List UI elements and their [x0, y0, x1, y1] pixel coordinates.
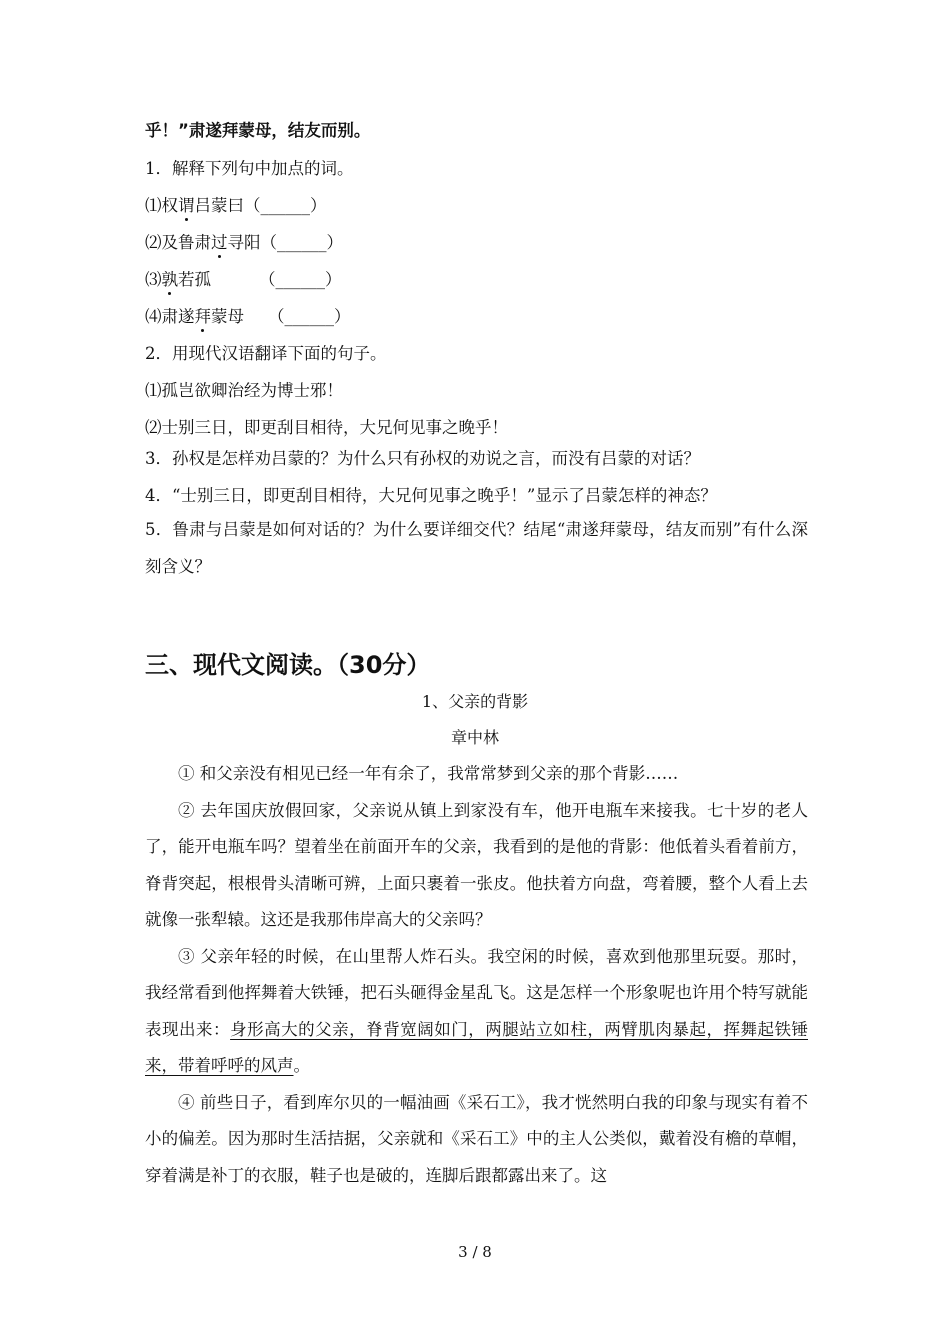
paragraph-3-text: ③ 父亲年轻的时候，在山里帮人炸石头。我空闲的时候，喜欢到他那里玩耍。那时，我经常看到他挥舞着大铁锤，把石头砸得金星乱飞。这是怎样一个形象呢也许用个特写就能表现出来：	[145, 946, 808, 1039]
q2-sentence-1: ⑴孤岂欲卿治经为博士邪！	[145, 381, 343, 400]
paragraph-3	[145, 939, 808, 1085]
question-4: 4．“士别三日，即更刮目相待，大兄何见事之晚乎！”显示了吕蒙怎样的神态？	[145, 486, 717, 505]
q1-item-4	[145, 305, 351, 329]
question-1-title: 1．解释下列句中加点的词。	[145, 159, 354, 178]
question-5-text: 5．鲁肃与吕蒙是如何对话的？为什么要详细交代？结尾“肃遂拜蒙母，结友而别”有什么深刻含义？	[145, 520, 808, 576]
q1-item-1-blank[interactable]: （______）	[244, 196, 327, 215]
q1-item-3-post: 若孤	[178, 270, 211, 289]
paragraph-1: ① 和父亲没有相见已经一年有余了，我常常梦到父亲的那个背影……	[178, 764, 679, 783]
top-line: 乎！”肃遂拜蒙母，结友而别。	[145, 121, 371, 140]
q1-item-4-pre: ⑷肃遂	[145, 307, 195, 326]
paragraph-3-end: 。	[293, 1056, 310, 1075]
q1-item-1-post: 吕蒙曰	[194, 196, 244, 215]
q1-item-2	[145, 231, 343, 255]
q1-item-1	[145, 194, 327, 218]
q1-item-4-post: 蒙母	[211, 307, 244, 326]
q1-item-1-pre: ⑴权	[145, 196, 178, 215]
article-title: 1、父亲的背影	[421, 692, 529, 711]
article-body	[145, 756, 808, 1194]
q1-item-3	[145, 268, 342, 292]
question-2-title: 2．用现代汉语翻译下面的句子。	[145, 344, 387, 363]
q1-item-4-blank[interactable]: （______）	[268, 307, 351, 326]
paragraph-3-underlined: 身形高大的父亲，脊背宽阔如门，两腿站立如柱，两臂肌肉暴起，挥舞起铁锤来，带着呼呼的风声	[145, 1019, 809, 1075]
q1-item-2-dotted-word: 过	[211, 231, 228, 255]
q1-item-3-pre: ⑶	[145, 270, 162, 289]
paragraph-4: ④ 前些日子，看到库尔贝的一幅油画《采石工》，我才恍然明白我的印象与现实有着不小的偏差。因为那时生活拮据，父亲就和《采石工》中的主人公类似，戴着没有檐的草帽，穿着满是补丁的衣服，鞋子也是破的，连脚后跟都露出来了。这	[145, 1092, 808, 1185]
question-3: 3．孙权是怎样劝吕蒙的？为什么只有孙权的劝说之言，而没有吕蒙的对话？	[145, 449, 700, 468]
article-author: 章中林	[450, 728, 499, 747]
question-5	[145, 511, 808, 585]
q1-item-2-pre: ⑵及鲁肃	[145, 233, 211, 252]
page-number: 3 / 8	[458, 1243, 492, 1261]
q1-item-3-dotted-word: 孰	[162, 268, 179, 292]
q1-item-2-blank[interactable]: （______）	[260, 233, 343, 252]
q2-sentence-2: ⑵士别三日，即更刮目相待，大兄何见事之晚乎！	[145, 418, 508, 437]
q1-item-1-dotted-word: 谓	[178, 194, 195, 218]
q1-item-3-blank[interactable]: （______）	[259, 270, 342, 289]
section-3-heading: 三、现代文阅读。（30分）	[145, 651, 431, 679]
paragraph-2: ② 去年国庆放假回家，父亲说从镇上到家没有车，他开电瓶车来接我。七十岁的老人了，能开电瓶车吗？望着坐在前面开车的父亲，我看到的是他的背影：他低着头看着前方，脊背突起，根根骨头清晰可辨，上面只裹着一张皮。他扶着方向盘，弯着腰，整个人看上去就像一张犁辕。这还是我那伟岸高大的父亲吗？	[145, 800, 808, 929]
q1-item-4-dotted-word: 拜	[195, 305, 212, 329]
q1-item-2-post: 寻阳	[227, 233, 261, 252]
